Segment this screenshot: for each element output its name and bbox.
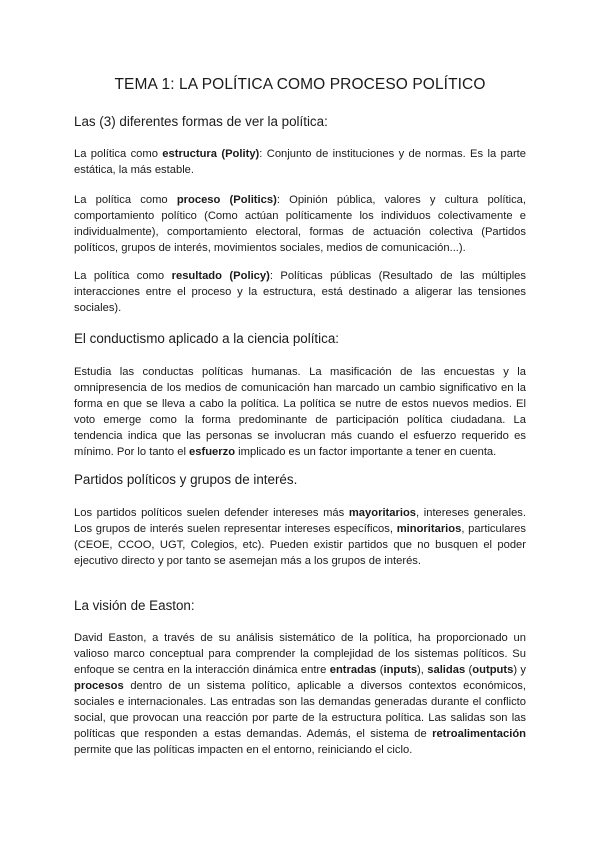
paragraph-easton: David Easton, a través de su análisis sistemático de la política, ha proporcionado un valioso marco conceptual para comprender la complejidad de los sistemas políticos. Su enfoque se centra en la interacción dinámica entre entradas (inputs), salidas (outputs) y procesos dentro de un sistema político, aplicable a diversos contextos económicos, sociales e internacionales. Las entradas son las demandas generadas durante el conflicto social, que provocan una reacción por parte de la estructura política. Las salidas son las políticas que responden a estas demandas. Además, el sistema de retroalimentación permite que las políticas impacten en el entorno, reiniciando el ciclo. xyxy=(74,632,526,756)
paragraph-conductismo: Estudia las conductas políticas humanas. La masificación de las encuestas y la omnipresencia de los medios de comunicación han marcado un cambio significativo en la forma en que se lleva a cabo la política. La política se nutre de estos nuevos medios. El voto emerge como la forma predominante de participación política ciudadana. La tendencia indica que las personas se involucran más cuando el esfuerzo requerido es mínimo. Por lo tanto el esfuerzo implicado es un factor importante a tener en cuenta. xyxy=(74,366,526,458)
paragraph-polity: La política como estructura (Polity): Conjunto de instituciones y de normas. Es la parte estática, la más estable. xyxy=(74,148,527,176)
section-heading-partidos: Partidos políticos y grupos de interés. xyxy=(74,472,298,487)
page-title: TEMA 1: LA POLÍTICA COMO PROCESO POLÍTICO xyxy=(114,76,486,93)
section-heading-easton: La visión de Easton: xyxy=(74,598,195,613)
section-heading-formas: Las (3) diferentes formas de ver la política: xyxy=(74,114,328,129)
paragraph-politics: La política como proceso (Politics): Opinión pública, valores y cultura política, comportamiento político (Como actúan políticamente los individuos colectivamente e individualmente), comportamiento electoral, formas de actuación colectiva (Partidos políticos, grupos de interés, movimientos sociales, medios de comunicación...). xyxy=(74,194,527,254)
section-heading-conductismo: El conductismo aplicado a la ciencia política: xyxy=(74,331,339,346)
paragraph-partidos: Los partidos políticos suelen defender intereses más mayoritarios, intereses generales. Los grupos de interés suelen representar intereses específicos, minoritarios, particulares (CEOE, CCOO, UGT, Colegios, etc). Pueden existir partidos que no busquen el poder ejecutivo directo y por tanto se asemejan más a los grupos de interés. xyxy=(74,507,527,567)
paragraph-policy: La política como resultado (Policy): Políticas públicas (Resultado de las múltiples interacciones entre el proceso y la estructura, está destinado a aligerar las tensiones sociales). xyxy=(74,270,527,314)
